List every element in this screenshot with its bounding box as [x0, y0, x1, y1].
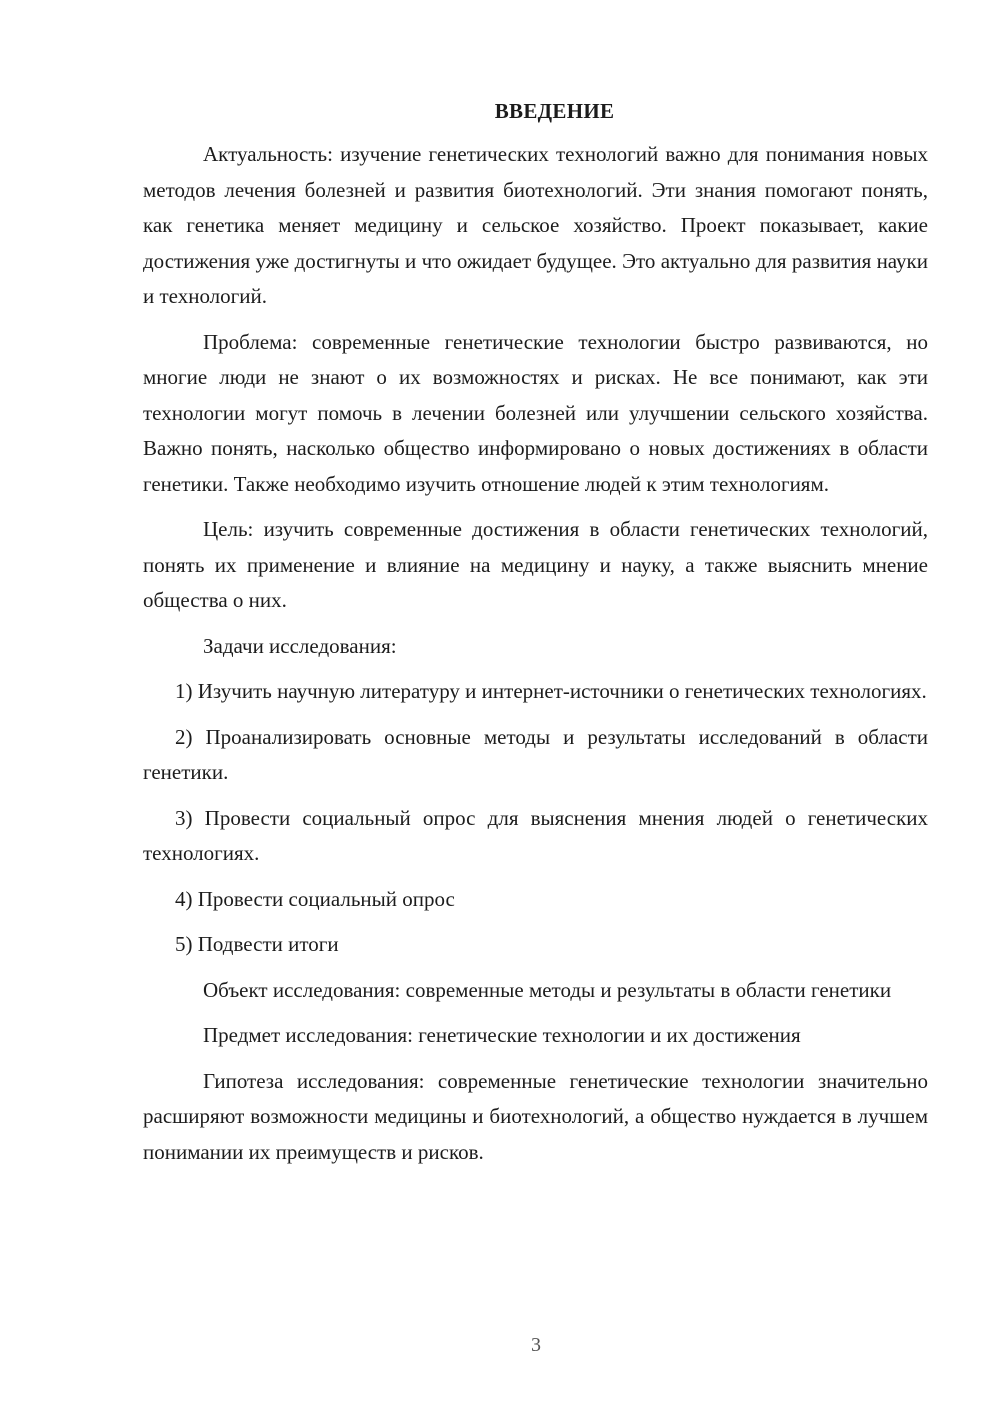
task-item-2	[143, 720, 928, 791]
subject-paragraph: Предмет исследования: генетические технологии и их достижения	[203, 1023, 801, 1047]
task-item-4	[143, 882, 928, 918]
task-number: 4)	[175, 886, 193, 911]
task-item-5	[143, 927, 928, 963]
task-number: 1)	[175, 679, 193, 703]
problem-paragraph: Проблема: современные генетические технологии быстро развиваются, но многие люди не знают о их возможностях и рисках. Не все понимают, как эти технологии могут помочь в лечении болезней или улучшении сельского хозяйства. Важно понять, насколько общество информировано о новых достижениях в области генетики. Также необходимо изучить отношение людей к этим технологиям.	[143, 329, 928, 496]
object-paragraph: Объект исследования: современные методы и результаты в области генетики	[203, 977, 892, 1002]
task-text: Проанализировать основные методы и результаты исследований в области генетики.	[143, 724, 928, 784]
page-title: ВВЕДЕНИЕ	[494, 99, 615, 123]
tasks-list	[143, 674, 928, 963]
task-text: Провести социальный опрос для выяснения мнения людей о генетических технологиях.	[143, 805, 929, 865]
task-number: 2)	[175, 724, 193, 749]
task-text: Подвести итоги	[197, 932, 339, 956]
task-number: 3)	[175, 805, 193, 830]
task-item-1	[143, 674, 928, 710]
task-number: 5)	[175, 932, 193, 956]
task-text: Изучить научную литературу и интернет-источники о генетических технологиях.	[197, 679, 927, 703]
relevance-paragraph: Актуальность: изучение генетических технологий важно для понимания новых методов лечения болезней и развития биотехнологий. Эти знания помогают понять, как генетика меняет медицину и сельское хозяйство. Проект показывает, какие достижения уже достигнуты и что ожидает будущее. Это актуально для развития науки и технологий.	[143, 142, 928, 308]
task-text: Провести социальный опрос	[197, 886, 455, 911]
page-number: 3	[531, 1334, 541, 1356]
tasks-heading: Задачи исследования:	[203, 633, 397, 658]
task-item-3	[143, 801, 928, 872]
goal-paragraph: Цель: изучить современные достижения в области генетических технологий, понять их применение и влияние на медицину и науку, а также выяснить мнение общества о них.	[143, 517, 928, 612]
hypothesis-paragraph: Гипотеза исследования: современные генетические технологии значительно расширяют возможности медицины и биотехнологий, а общество нуждается в лучшем понимании их преимуществ и рисков.	[143, 1068, 928, 1164]
